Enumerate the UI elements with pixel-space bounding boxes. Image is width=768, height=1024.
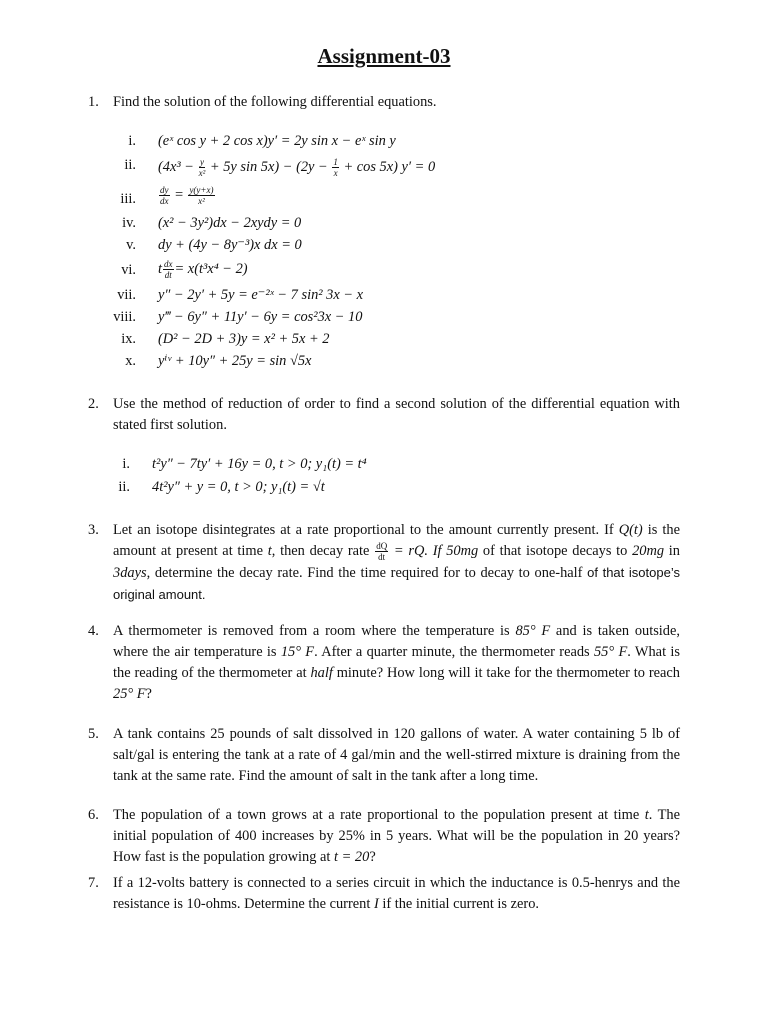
question-text <box>113 520 680 606</box>
fraction-denominator: dt <box>164 270 172 280</box>
text-run: A thermometer is removed from a room where the temperature is <box>113 623 516 639</box>
question-number: 3. <box>88 522 99 538</box>
equation-part: (4x³ − <box>158 158 198 175</box>
equation <box>158 259 248 280</box>
item-label: vi. <box>121 262 136 278</box>
item-label: viii. <box>113 309 136 325</box>
math-run: 25° F <box>113 686 146 702</box>
item-label: ix. <box>121 331 136 347</box>
question-number: 1. <box>88 94 99 110</box>
equation: (x² − 3y²)dx − 2xydy = 0 <box>158 215 302 231</box>
item-label: x. <box>125 353 136 369</box>
text-run: is the amount at present at time <box>113 522 680 559</box>
text-run: . After a quarter minute, the thermometer reads <box>314 644 594 660</box>
text-run: Let an isotope disintegrates at a rate proportional to the amount currently present. If <box>113 522 619 538</box>
question-text: Find the solution of the following differential equations. <box>113 94 437 110</box>
question-number: 4. <box>88 623 99 639</box>
equation: t²y″ − 7ty′ + 16y = 0, t > 0; y₁(t) = t⁴ <box>152 456 367 472</box>
question-2 <box>88 394 680 436</box>
math-run: t <box>267 543 272 559</box>
equation-part: + cos 5x) y′ = 0 <box>339 158 436 175</box>
fraction-denominator: x² <box>198 168 206 178</box>
math-run: 55° F <box>593 644 628 660</box>
fraction-numerator: y <box>199 157 204 167</box>
item-label: vii. <box>117 287 136 303</box>
fraction <box>163 259 174 280</box>
text-run: . What is the reading of the thermometer at <box>113 644 680 681</box>
item-label: i. <box>122 456 130 472</box>
item-label: ii. <box>124 157 136 173</box>
math-run: half <box>310 665 333 681</box>
question-3 <box>88 520 680 606</box>
equation: dy + (4y − 8y⁻³)x dx = 0 <box>158 237 302 253</box>
question-text <box>113 873 680 915</box>
fraction-numerator: dy <box>160 185 169 195</box>
question-text: A tank contains 25 pounds of salt dissolved in 120 gallons of water. A water containing 5 lb of salt/gal is entering the tank at a rate of 4 gal/min and the well-stirred mixture is draining from the tank at the same rate. Find the amount of salt in the tank after a long time. <box>113 726 680 784</box>
item-label: v. <box>126 237 136 253</box>
fraction-numerator: y(y+x) <box>189 185 214 195</box>
equation-part: + 5y sin 5x) − (2y − <box>206 158 332 175</box>
math-run: 85° F <box>515 623 551 639</box>
question-text <box>113 805 680 868</box>
question-1 <box>88 92 680 113</box>
text-run: If a 12-volts battery is connected to a series circuit in which the inductance is 0.5-henrys and the resistance is 10-ohms. Determine the current <box>113 875 680 912</box>
question-number: 2. <box>88 396 99 412</box>
fraction <box>159 185 170 206</box>
math-run: 15° F <box>280 644 315 660</box>
equation: 4t²y″ + y = 0, t > 0; y₁(t) = √t <box>152 479 325 495</box>
text-run: of that isotope’s original amount. <box>113 565 680 603</box>
math-run: 3days <box>113 565 147 582</box>
equation <box>158 157 435 178</box>
text-run: in <box>664 543 681 559</box>
fraction <box>375 541 388 562</box>
text-run: ? <box>145 686 152 702</box>
equals-sign: = <box>174 186 184 203</box>
question-5 <box>88 724 680 787</box>
text-run: The population of a town grows at a rate proportional to the population present at time <box>113 807 645 823</box>
fraction-denominator: x² <box>198 196 205 206</box>
math-run: 50mg <box>446 543 479 559</box>
page-title: Assignment-03 <box>317 44 451 68</box>
question-number: 6. <box>88 807 99 823</box>
fraction-denominator: dx <box>160 196 169 206</box>
question-7 <box>88 873 680 915</box>
math-run: I <box>373 896 379 912</box>
fraction-denominator: dt <box>378 552 386 563</box>
question-text: Use the method of reduction of order to find a second solution of the differential equation with stated first solution. <box>113 396 680 433</box>
text-run: minute? How long will it take for the thermometer to reach <box>332 665 680 681</box>
math-run: = rQ. If <box>389 543 447 559</box>
text-run: ? <box>369 849 376 865</box>
text-run: and is taken outside, where the air temperature is <box>113 623 680 660</box>
equation: (D² − 2D + 3)y = x² + 5x + 2 <box>158 331 330 347</box>
question-4 <box>88 621 680 705</box>
question-text <box>113 621 680 705</box>
fraction <box>199 157 206 178</box>
equation-part: t <box>158 260 162 277</box>
question-number: 7. <box>88 875 99 891</box>
fraction-denominator: x <box>333 168 338 178</box>
fraction <box>188 185 214 206</box>
text-run: . The initial population of 400 increases by 25% in 5 years. What will be the population in 20 years? How fast is the population growing at <box>113 807 680 865</box>
math-run: 20mg <box>632 543 665 559</box>
equation: (eˣ cos y + 2 cos x)y′ = 2y sin x − eˣ sin y <box>158 133 396 149</box>
math-run: t = 20 <box>334 849 370 865</box>
math-run: Q(t) <box>618 522 643 538</box>
text-run: , then decay rate <box>271 543 375 559</box>
question-number: 5. <box>88 726 99 742</box>
question-6 <box>88 805 680 868</box>
item-label: i. <box>128 133 136 149</box>
text-run: , determine the decay rate. Find the time required for to decay to one-half <box>146 565 588 582</box>
equation: yⁱᵛ + 10y″ + 25y = sin √5x <box>158 353 312 369</box>
equation: y″ − 2y′ + 5y = e⁻²ˣ − 7 sin² 3x − x <box>158 287 364 303</box>
item-label: iv. <box>122 215 136 231</box>
item-label: ii. <box>118 479 130 495</box>
fraction-numerator: 1 <box>333 157 338 167</box>
math-run: t <box>644 807 649 823</box>
equation-part: = x(t³x⁴ − 2) <box>174 260 248 277</box>
fraction-numerator: dx <box>164 259 173 269</box>
text-run: of that isotope decays to <box>478 543 633 559</box>
item-label: iii. <box>120 191 136 207</box>
fraction <box>332 157 339 178</box>
fraction-numerator: dQ <box>376 541 388 552</box>
equation <box>158 185 216 206</box>
equation: y‴ − 6y″ + 11y′ − 6y = cos²3x − 10 <box>158 309 363 325</box>
text-run: if the initial current is zero. <box>378 896 539 912</box>
